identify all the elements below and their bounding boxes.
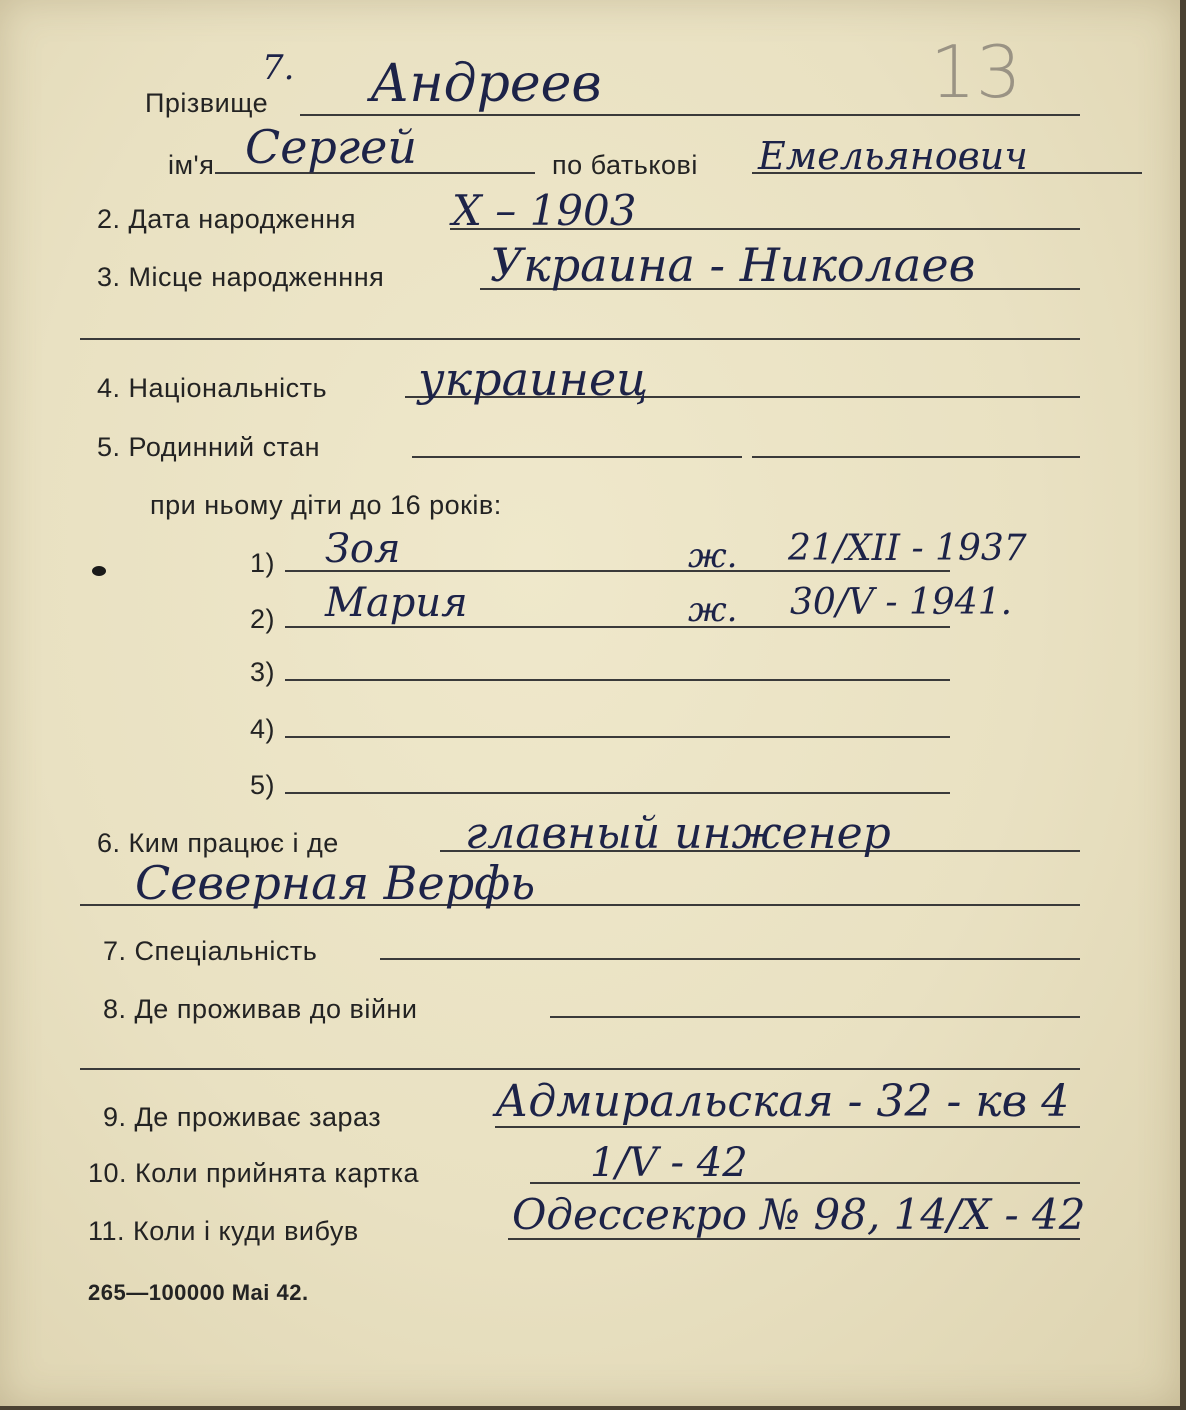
birth-place-value: Украина - Николаев	[490, 238, 976, 292]
surname-line	[300, 114, 1080, 116]
departure-label: 11. Коли і куди вибув	[88, 1216, 359, 1246]
specialty-line	[380, 958, 1080, 960]
specialty-label: 7. Спеціальність	[103, 936, 318, 966]
print-code: 265—100000 Mai 42.	[88, 1280, 309, 1305]
child-number-2: 2)	[250, 604, 276, 634]
name-label: ім'я	[168, 150, 215, 180]
current-residence-label: 9. Де проживає зараз	[103, 1102, 382, 1132]
birth-date-label: 2. Дата народження	[97, 204, 356, 234]
child-line-5	[285, 792, 950, 794]
name-value: Сергей	[245, 120, 417, 174]
birth-date-value: X – 1903	[452, 186, 637, 235]
prewar-residence-line-1	[550, 1016, 1080, 1018]
prewar-residence-line-2	[80, 1068, 1080, 1070]
patronymic-value: Емельянович	[758, 134, 1028, 178]
marital-line-1	[412, 456, 742, 458]
child-number-1: 1)	[250, 548, 276, 578]
child-2-name: Мария	[325, 580, 468, 626]
card-date-value: 1/V - 42	[590, 1140, 748, 1186]
birth-place-label: 3. Місце народженння	[97, 262, 385, 292]
children-label: при ньому діти до 16 років:	[150, 490, 502, 520]
card-date-label: 10. Коли прийнята картка	[88, 1158, 420, 1188]
child-number-5: 5)	[250, 770, 276, 800]
child-2-date: 30/V - 1941.	[790, 582, 1013, 623]
nationality-value: украинец	[418, 352, 649, 406]
current-residence-value: Адмиральская - 32 - кв 4	[495, 1076, 1070, 1127]
child-1-gender: ж.	[688, 536, 738, 576]
handwritten-corner-number: 13	[930, 30, 1022, 114]
surname-value: Андреев	[370, 54, 602, 114]
nationality-label: 4. Національність	[97, 373, 328, 403]
birth-place-extra-line	[80, 338, 1080, 340]
work-label: 6. Ким працює і де	[97, 828, 339, 858]
work-value-line2: Северная Верфь	[135, 856, 536, 910]
child-1-date: 21/XII - 1937	[788, 528, 1027, 569]
marital-label: 5. Родинний стан	[97, 432, 321, 462]
child-line-2	[285, 626, 950, 628]
departure-value: Одессекро № 98, 14/X - 42	[512, 1190, 1086, 1239]
child-line-3	[285, 679, 950, 681]
child-number-4: 4)	[250, 714, 276, 744]
pen-mark	[92, 566, 106, 576]
patronymic-label: по батькові	[552, 150, 698, 180]
surname-label: Прізвище	[145, 88, 269, 118]
marital-line-2	[752, 456, 1080, 458]
child-1-name: Зоя	[325, 526, 401, 572]
work-value-line1: главный инженер	[465, 808, 891, 859]
child-2-gender: ж.	[688, 590, 738, 630]
handwritten-top-number: 7.	[262, 48, 295, 88]
child-number-3: 3)	[250, 657, 276, 687]
prewar-residence-label: 8. Де проживав до війни	[103, 994, 418, 1024]
child-line-4	[285, 736, 950, 738]
